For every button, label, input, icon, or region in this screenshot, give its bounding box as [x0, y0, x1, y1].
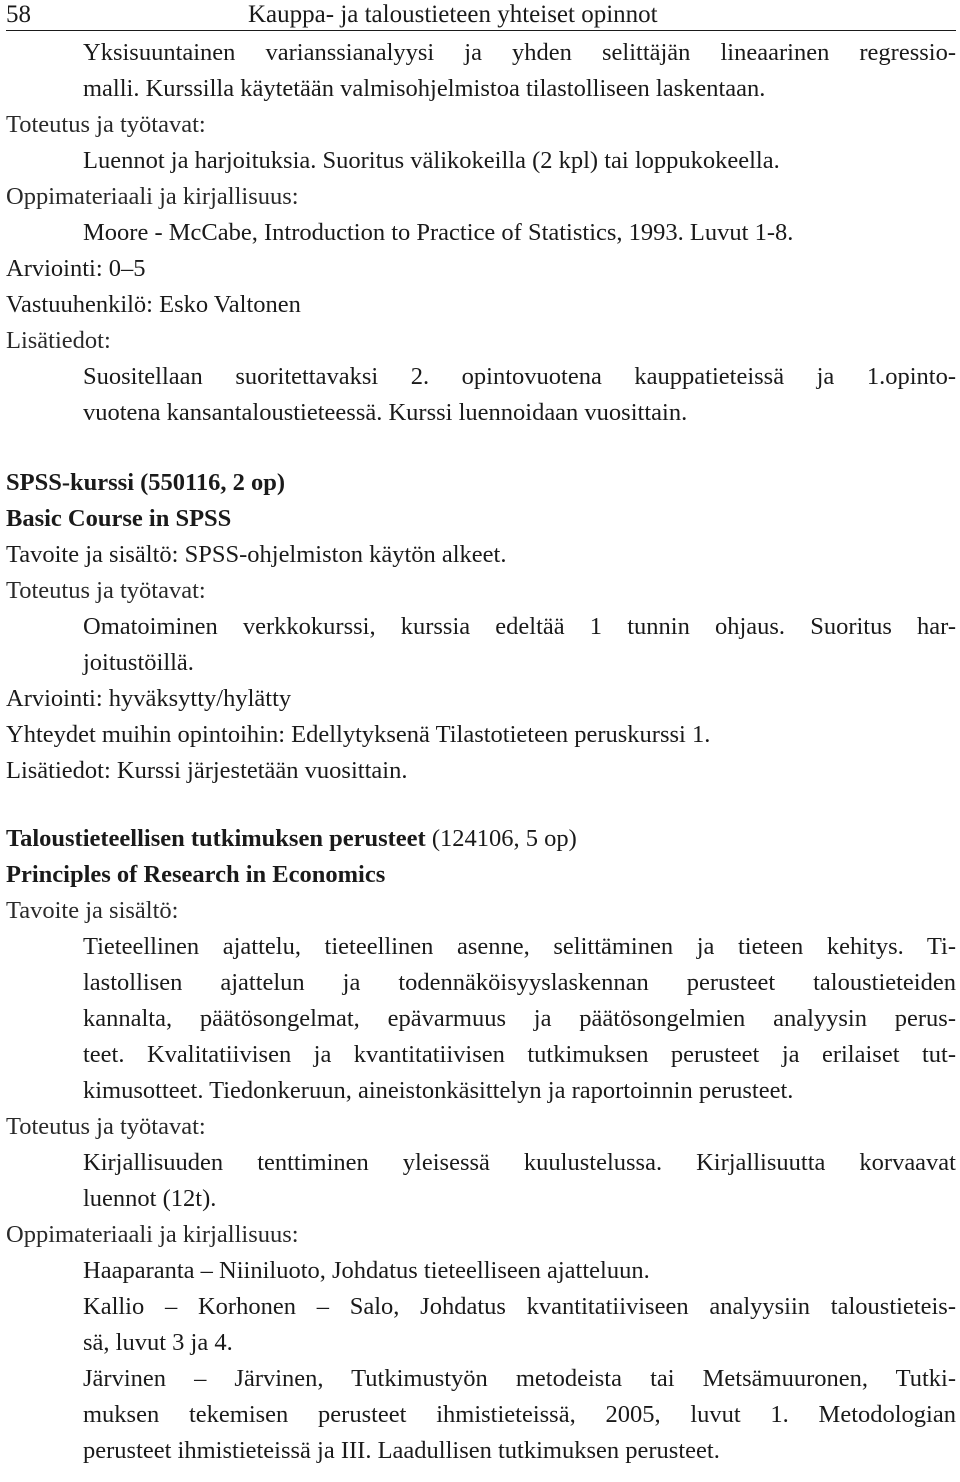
reference-line: muksen tekemisen perusteet ihmistieteissä, 2005, luvut 1. Metodologian: [83, 1401, 956, 1428]
text-line: teet. Kvalitatiivisen ja kvantitatiivisen tutkimuksen perusteet ja erilaiset tut-: [83, 1041, 956, 1068]
text-line: Tieteellinen ajattelu, tieteellinen asenne, selittäminen ja tieteen kehitys. Ti-: [83, 933, 956, 960]
grading-line: Arviointi: 0–5: [6, 255, 146, 282]
text-line: Luennot ja harjoituksia. Suoritus välikokeilla (2 kpl) tai loppukokeella.: [83, 147, 780, 174]
text-line: Omatoiminen verkkokurssi, kurssia edeltää 1 tunnin ohjaus. Suoritus har-: [83, 613, 956, 640]
responsible-person-line: Vastuuhenkilö: Esko Valtonen: [6, 291, 301, 318]
grading-line: Arviointi: hyväksytty/hylätty: [6, 685, 292, 712]
text-line: kimusotteet. Tiedonkeruun, aineistonkäsittelyn ja raportoinnin perusteet.: [83, 1077, 794, 1104]
text-line: kannalta, päätösongelmat, epävarmuus ja päätösongelmien analyysin perus-: [83, 1005, 956, 1032]
course-title: Taloustieteellisen tutkimuksen perusteet: [6, 825, 426, 852]
course-title: SPSS-kurssi (550116, 2 op): [6, 469, 286, 496]
text-line: malli. Kurssilla käytetään valmisohjelmistoa tilastolliseen laskentaan.: [83, 75, 766, 102]
field-label: Toteutus ja työtavat:: [6, 1113, 206, 1140]
course-english-title: Principles of Research in Economics: [6, 861, 386, 888]
reference-line: Haaparanta – Niiniluoto, Johdatus tieteelliseen ajatteluun.: [83, 1257, 650, 1284]
page-header: [6, 0, 956, 31]
section-gap: [6, 789, 956, 821]
reference-line: perusteet ihmistieteissä ja III. Laadullisen tutkimuksen perusteet.: [83, 1437, 720, 1464]
text-line: Kirjallisuuden tenttiminen yleisessä kuulustelussa. Kirjallisuutta korvaavat: [83, 1149, 956, 1176]
text-line: luennot (12t).: [83, 1185, 217, 1212]
reference-line: sä, luvut 3 ja 4.: [83, 1329, 233, 1356]
field-label: Oppimateriaali ja kirjallisuus:: [6, 183, 299, 210]
course-english-title: Basic Course in SPSS: [6, 505, 232, 532]
running-title: Kauppa- ja taloustieteen yhteiset opinnot: [248, 1, 658, 28]
page-body: [6, 35, 956, 1469]
page-number: 58: [6, 1, 31, 28]
course-code: (124106, 5 op): [431, 825, 577, 852]
section-gap: [6, 431, 956, 465]
field-label: Oppimateriaali ja kirjallisuus:: [6, 1221, 299, 1248]
field-label: Tavoite ja sisältö:: [6, 897, 179, 924]
course-title-line: [6, 821, 956, 857]
text-line: joitustöillä.: [83, 649, 194, 676]
text-line: Yksisuuntainen varianssianalyysi ja yhden selittäjän lineaarinen regressio-: [83, 39, 956, 66]
field-label: Lisätiedot:: [6, 327, 111, 354]
field-label: Toteutus ja työtavat:: [6, 577, 206, 604]
text-line: lastollisen ajattelun ja todennäköisyyslaskennan perusteet taloustieteiden: [83, 969, 956, 996]
text-line: Lisätiedot: Kurssi järjestetään vuosittain.: [6, 757, 408, 784]
text-line: Tavoite ja sisältö: SPSS-ohjelmiston käytön alkeet.: [6, 541, 507, 568]
reference-line: Kallio – Korhonen – Salo, Johdatus kvantitatiiviseen analyysiin taloustieteis-: [83, 1293, 956, 1320]
text-line: Yhteydet muihin opintoihin: Edellytyksenä Tilastotieteen peruskurssi 1.: [6, 721, 711, 748]
text-line: Moore - McCabe, Introduction to Practice of Statistics, 1993. Luvut 1-8.: [83, 219, 794, 246]
text-line: Suositellaan suoritettavaksi 2. opintovuotena kauppatieteissä ja 1.opinto-: [83, 363, 956, 390]
text-line: vuotena kansantaloustieteessä. Kurssi luennoidaan vuosittain.: [83, 399, 688, 426]
reference-line: Järvinen – Järvinen, Tutkimustyön metodeista tai Metsämuuronen, Tutki-: [83, 1365, 956, 1392]
field-label: Toteutus ja työtavat:: [6, 111, 206, 138]
